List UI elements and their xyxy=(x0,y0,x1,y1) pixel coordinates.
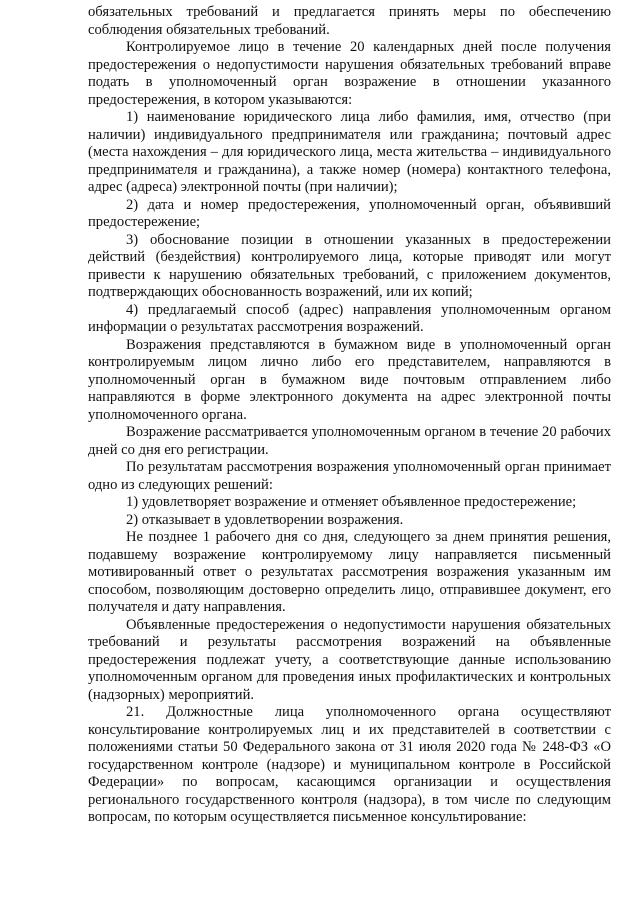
paragraph-answer: Не позднее 1 рабочего дня со дня, следующего за днем принятия решения, подавшему возражение контролируемому лицу направляется письменный мотивированный ответ о результатах рассмотрения возражения указанным им способом, позволяющим достоверно определить лицо, отправившее документ, его получателя и дату направления. xyxy=(88,529,611,615)
paragraph-decision-1: 1) удовлетворяет возражение и отменяет объявленное предостережение; xyxy=(126,494,577,510)
paragraph-decisions: По результатам рассмотрения возражения уполномоченный орган принимает одно из следующих решений: xyxy=(88,459,611,493)
paragraph-accounting: Объявленные предостережения о недопустимости нарушения обязательных требований и результаты рассмотрения возражений на объявленные предостережения подлежат учету, а соответствующие данные использованию уполномоченным органом для проведения иных профилактических и контрольных (надзорных) мероприятий. xyxy=(88,616,611,703)
paragraph-item-1: 1) наименование юридического лица либо фамилия, имя, отчество (при наличии) индивидуального предпринимателя или гражданина; почтовый адрес (места нахождения – для юридического лица, места жительства – индивидуального предпринимателя и гражданина), а также номер (номера) контактного телефона, адрес (адреса) электронной почты (при наличии); xyxy=(88,109,611,195)
document-page xyxy=(88,4,611,827)
paragraph-submission: Возражения представляются в бумажном виде в уполномоченный орган контролируемым лицом лично либо его представителем, направляются в уполномоченный орган в бумажном виде почтовым отправлением либо направляются в форме электронного документа на адрес электронной почты уполномоченного органа. xyxy=(88,336,611,423)
paragraph-item-2: 2) дата и номер предостережения, уполномоченный орган, объявивший предостережение; xyxy=(88,196,611,230)
paragraph-item-21: 21. Должностные лица уполномоченного органа осуществляют консультирование контролируемых лиц и их представителей в соответствии с положениями статьи 50 Федерального закона от 31 июля 2020 года № 248-ФЗ «О государственном контроле (надзоре) и муниципальном контроле в Российской Федерации» по вопросам, касающимся организации и осуществления регионального государственного контроля (надзора), в том числе по следующим вопросам, по которым осуществляется письменное консультирование: xyxy=(88,704,611,825)
paragraph-continuation: обязательных требований и предлагается принять меры по обеспечению соблюдения обязательных требований. xyxy=(88,4,611,38)
paragraph-review-term: Возражение рассматривается уполномоченным органом в течение 20 рабочих дней со дня его регистрации. xyxy=(88,424,611,458)
paragraph-item-4: 4) предлагаемый способ (адрес) направления уполномоченным органом информации о результатах рассмотрения возражений. xyxy=(88,301,611,335)
paragraph-item-3: 3) обоснование позиции в отношении указанных в предостережении действий (бездействия) контролируемого лица, которые приводят или могут привести к нарушению обязательных требований, с приложением документов, подтверждающих обоснованность возражений, или их копий; xyxy=(88,231,611,300)
paragraph-objection-right: Контролируемое лицо в течение 20 календарных дней после получения предостережения о недопустимости нарушения обязательных требований вправе подать в уполномоченный орган возражение в отношении указанного предостережения, в котором указываются: xyxy=(88,39,611,108)
paragraph-decision-2: 2) отказывает в удовлетворении возражения. xyxy=(126,511,404,528)
